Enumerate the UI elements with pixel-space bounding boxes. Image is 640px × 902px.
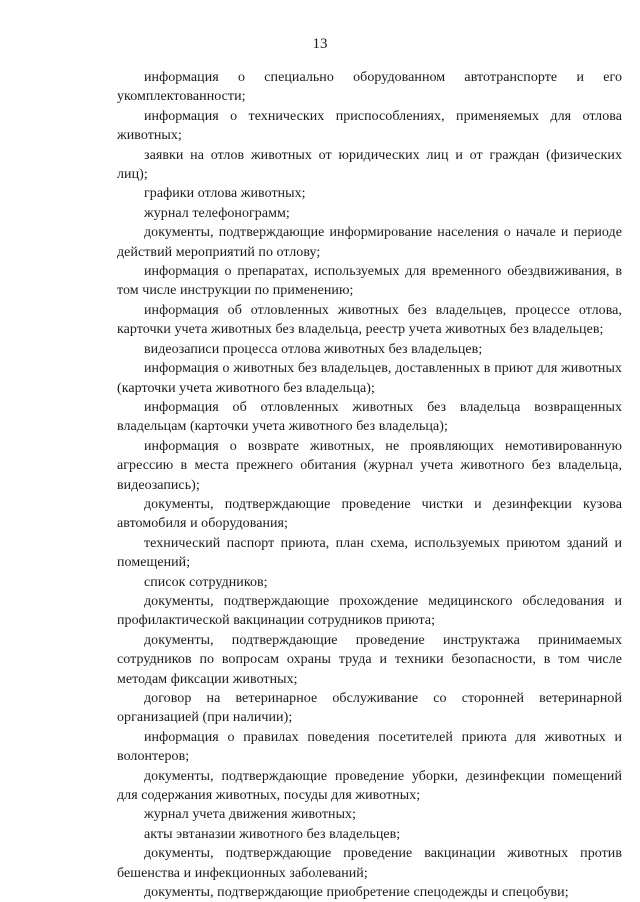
list-item: информация о возврате животных, не проявляющих немотивированную агрессию в места прежнего обитания (журнал учета животного без владельца, видеозапись); xyxy=(117,438,622,493)
list-item: журнал телефонограмм; xyxy=(144,205,290,221)
list-item: графики отлова животных; xyxy=(144,186,306,202)
list-item: документы, подтверждающие проведение инструктажа принимаемых сотрудников по вопросам охраны труда и техники безопасности, в том числе методам фиксации животных; xyxy=(117,632,622,687)
list-item: документы, подтверждающие проведение вакцинации животных против бешенства и инфекционных заболеваний; xyxy=(117,846,622,881)
list-item: список сотрудников; xyxy=(144,574,268,590)
list-item: информация о правилах поведения посетителей приюта для животных и волонтеров; xyxy=(117,729,622,765)
list-item: документы, подтверждающие прохождение медицинского обследования и профилактической вакцинации сотрудников приюта; xyxy=(117,593,622,629)
list-item: документы, подтверждающие информирование населения о начале и периоде действий мероприятий по отлову; xyxy=(117,225,622,260)
list-item: информация об отловленных животных без владельцев, процессе отлова, карточки учета животных без владельца, реестр учета животных без владельцев; xyxy=(117,302,622,338)
list-item: видеозаписи процесса отлова животных без владельцев; xyxy=(144,341,483,357)
list-item: документы, подтверждающие проведение уборки, дезинфекции помещений для содержания животных, посуды для животных; xyxy=(117,768,622,804)
list-item: информация о специально оборудованном автотранспорте и его укомплектованности; xyxy=(117,70,622,105)
list-item: информация о технических приспособлениях, применяемых для отлова животных; xyxy=(117,108,622,144)
list-item: информация об отловленных животных без владельца возвращенных владельцам (карточки учета животного без владельца); xyxy=(117,399,622,435)
page-number: 13 xyxy=(312,36,328,52)
list-item: технический паспорт приюта, план схема, используемых приютом зданий и помещений; xyxy=(117,535,622,571)
list-item: договор на ветеринарное обслуживание со сторонней ветеринарной организацией (при наличии); xyxy=(117,691,622,726)
list-item: журнал учета движения животных; xyxy=(144,807,357,823)
list-item: акты эвтаназии животного без владельцев; xyxy=(144,826,401,842)
list-item: документы, подтверждающие приобретение спецодежды и спецобуви; xyxy=(144,885,569,901)
list-item: документы, подтверждающие проведение чистки и дезинфекции кузова автомобиля и оборудования; xyxy=(117,496,622,532)
list-item: информация о животных без владельцев, доставленных в приют для животных (карточки учета животного без владельца); xyxy=(117,361,622,396)
list-item: информация о препаратах, используемых для временного обездвиживания, в том числе инструкции по применению; xyxy=(117,264,622,299)
list-item: заявки на отлов животных от юридических лиц и от граждан (физических лиц); xyxy=(117,147,622,183)
document-body xyxy=(117,68,622,902)
